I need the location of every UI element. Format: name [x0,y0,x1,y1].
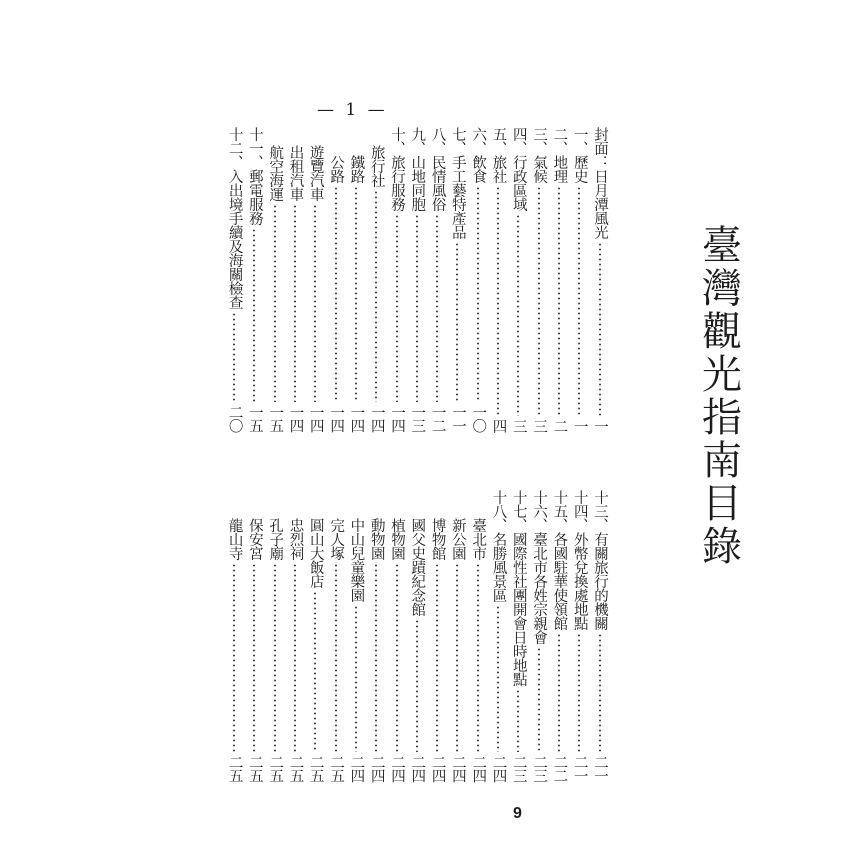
toc-entry-title: 中山兒童樂園 [348,518,365,602]
dot-leader [436,563,438,752]
toc-entry-title: 三、氣候 [531,127,548,183]
toc-entry-page: 一〇 [470,405,487,432]
toc-entry-title: 國父史蹟紀念館 [409,518,426,616]
dot-leader [355,186,357,402]
toc-entry-page: 一四 [328,405,345,432]
dot-leader [538,647,540,752]
dot-leader [599,633,601,752]
dot-leader [497,186,499,416]
dot-leader [578,633,580,752]
toc-entry-title: 圓山大飯店 [307,518,324,588]
toc-entry [448,518,467,782]
toc-entry-title: 七、手工藝特產品 [449,127,466,239]
dot-leader [253,228,255,402]
toc-entry-title: 十七、國際性社團開會日時地點 [510,490,527,686]
toc-entry [265,145,284,432]
toc-entry [245,518,264,782]
toc-entry-page: 一 [571,418,588,432]
toc-entry-page: 一二 [429,405,446,432]
toc-entry-title: 十八、名勝風景區 [490,490,507,602]
toc-entry-title: 一、歷史 [571,127,588,183]
dot-leader [416,214,418,402]
dot-leader [578,186,580,416]
dot-leader [335,186,337,402]
dot-leader [375,563,377,752]
toc-entry-page: 二四 [409,755,426,782]
toc-entry-page: 二〇 [226,405,243,432]
title-char: 觀 [702,309,742,355]
toc-entry-title: 五、旅社 [490,127,507,183]
dot-leader [456,242,458,402]
toc-entry-page: 一三 [409,405,426,432]
toc-entry-title: 十五、各國駐華使領館 [551,490,568,630]
toc-entry [549,490,568,782]
toc-entry-page: 二五 [226,755,243,782]
toc-entry-page: 二四 [490,755,507,782]
toc-entry-title: 十四、外幣兌換處地點 [571,490,588,630]
toc-entry-title: 孔子廟 [267,518,284,560]
toc-entry [265,518,284,782]
title-char: 指 [702,395,742,441]
toc-entry [428,518,447,782]
dot-leader [233,312,235,402]
dot-leader [558,633,560,752]
toc-entry [448,127,467,432]
toc-entry-page: 二五 [246,755,263,782]
toc-entry-page: 一五 [246,405,263,432]
dot-leader [517,214,519,416]
toc-entry [489,490,508,782]
toc-entry-page: 二三 [531,755,548,782]
toc-entry [529,490,548,782]
toc-entry-page: 一四 [307,405,324,432]
toc-entry [245,127,264,432]
dot-leader [294,204,296,402]
toc-entry-title: 遊覽汽車 [307,145,324,201]
dot-leader [314,204,316,402]
toc-entry-title: 十六、臺北市各姓宗親會 [531,490,548,644]
toc-entry-page: 三 [510,418,527,432]
toc-entry-title: 六、飲食 [470,127,487,183]
toc-entry [367,145,386,432]
toc-entry-page: 四 [490,418,507,432]
toc-entry [326,155,345,432]
toc-entry-title: 航空海運 [267,145,284,201]
toc-entry-title: 出租汽車 [287,145,304,201]
dot-leader [416,619,418,752]
toc-entry [570,127,589,432]
dot-leader [253,563,255,752]
toc-entry [225,127,244,432]
toc-entry-title: 龍山寺 [226,518,243,560]
toc-entry-page: 二五 [328,755,345,782]
toc-entry-page: 二四 [470,755,487,782]
toc-entry-title: 九、山地同胞 [409,127,426,211]
toc-entry [509,127,528,432]
toc-entry-page: 一五 [267,405,284,432]
toc-entry-title: 新公園 [449,518,466,560]
toc-entry-page: 二一 [592,755,608,782]
page-marker: — 1 — [317,100,388,120]
toc-entry-page: 一四 [368,405,385,432]
toc-entry [346,155,365,432]
toc-entry-page: 二四 [449,755,466,782]
title-char: 錄 [702,524,742,570]
toc-entry [286,518,305,782]
toc-entry-title: 十三、有關旅行的機關 [592,490,608,630]
toc-entry-page: 二五 [307,755,324,782]
toc-entry [590,127,609,432]
dot-leader [517,689,519,752]
dot-leader [558,186,560,416]
toc-entry-page: 二五 [287,755,304,782]
toc-entry [570,490,589,782]
toc-entry-page: 二四 [368,755,385,782]
dot-leader [477,563,479,752]
toc-entry [346,518,365,782]
toc-entry-title: 完人塚 [328,518,345,560]
toc-entry [286,145,305,432]
toc-entry [468,518,487,782]
toc-entry-title: 十一、郵電服務 [246,127,263,225]
dot-leader [335,563,337,752]
toc-entry [509,490,528,782]
dot-leader [375,190,377,402]
dot-leader [538,186,540,416]
toc-entry [326,518,345,782]
toc-entry-page: 二四 [348,755,365,782]
toc-entry [387,127,406,432]
toc-entry [590,490,609,782]
title-char: 光 [702,352,742,398]
toc-entry-title: 博物館 [429,518,446,560]
toc-entry-title: 公路 [328,155,345,183]
toc-entry-page: 三 [531,418,548,432]
toc-entry-title: 旅行社 [368,145,385,187]
dot-leader [456,563,458,752]
toc-entry-page: 一 [592,418,608,432]
toc-entry-page: 二三 [510,755,527,782]
toc-entry-page: 一一 [449,405,466,432]
dot-leader [396,214,398,402]
toc-entry [428,127,447,432]
document-page [95,8,750,844]
toc-entry [468,127,487,432]
title-char: 灣 [702,266,742,312]
toc-entry-title: 四、行政區域 [510,127,527,211]
toc-entry-title: 十二、入出境手續及海關檢查 [226,127,243,309]
toc-entry-page: 二二 [551,755,568,782]
dot-leader [396,563,398,752]
toc-entry-title: 八、民情風俗 [429,127,446,211]
title-char: 臺 [702,223,742,269]
dot-leader [599,242,601,416]
toc-entry-page: 一四 [348,405,365,432]
toc-entry-title: 封面：日月潭風光 [592,127,608,239]
toc-entry-title: 鐵路 [348,155,365,183]
toc-entry-page: 一四 [389,405,405,432]
dot-leader [436,214,438,402]
toc-entry-title: 動物園 [368,518,385,560]
toc-entry [529,127,548,432]
dot-leader [355,605,357,752]
dot-leader [233,563,235,752]
toc-entry-page: 二五 [267,755,284,782]
dot-leader [294,563,296,752]
toc-entry [367,518,386,782]
toc-entry-page: 一四 [287,405,304,432]
toc-entry-title: 忠烈祠 [287,518,304,560]
dot-leader [274,563,276,752]
toc-entry-title: 二、地理 [551,127,568,183]
toc-entry-page: 二一 [571,755,588,782]
dot-leader [314,591,316,752]
toc-entry [407,127,426,432]
title-char: 目 [702,481,742,527]
toc-entry [549,127,568,432]
toc-entry [407,518,426,782]
toc-entry-page: 二 [551,418,568,432]
toc-entry-title: 十、旅行服務 [389,127,405,211]
toc-entry-title: 保安宮 [246,518,263,560]
toc-entry [306,145,325,432]
toc-entry [489,127,508,432]
toc-entry-title: 臺北市 [470,518,487,560]
dot-leader [497,605,499,752]
toc-entry-title: 植物園 [389,518,405,560]
title-char: 南 [702,438,742,484]
toc-entry-page: 二四 [429,755,446,782]
toc-entry [306,518,325,782]
dot-leader [477,186,479,402]
document-title [699,223,745,570]
dot-leader [274,204,276,402]
footer-page-number: 9 [513,805,522,822]
toc-entry-page: 二四 [389,755,405,782]
toc-entry [387,518,406,782]
toc-entry [225,518,244,782]
